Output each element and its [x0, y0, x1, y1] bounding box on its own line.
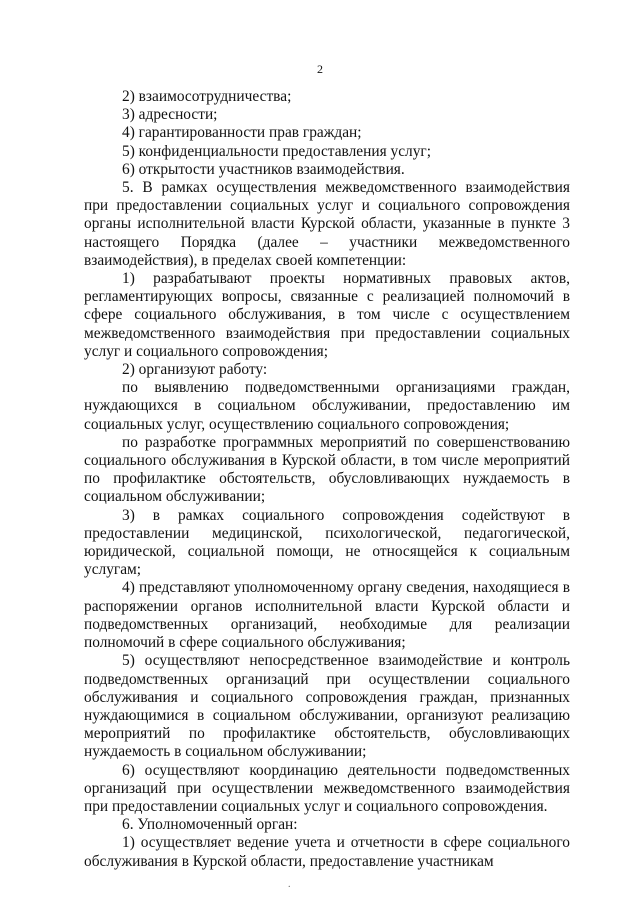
- page-number: 2: [317, 62, 323, 76]
- paragraph-subitem-4: 4) представляют уполномоченному органу сведения, находящиеся в распоряжении органов исполнительной власти Курской области и подведомственных организаций, необходимые для реализации полномочий в сфере социального обслуживания;: [84, 579, 570, 652]
- paragraph-authority-subitem-1: 1) осуществляет ведение учета и отчетности в сфере социального обслуживания в Курской области, предоставление участникам: [84, 834, 570, 870]
- document-body: [84, 88, 570, 871]
- scan-dot-mark: .: [288, 879, 291, 890]
- paragraph-item-4: 4) гарантированности прав граждан;: [122, 124, 362, 142]
- paragraph-item-3: 3) адресности;: [122, 106, 218, 124]
- paragraph-subitem-5: 5) осуществляют непосредственное взаимодействие и контроль подведомственных организаций при осуществлении социального обслуживания и социального сопровождения граждан, признанных нуждающимися в социальном обслуживании, организуют реализацию мероприятий по профилактике обстоятельств, обусловливающих нуждаемость в социальном обслуживании;: [84, 652, 570, 761]
- paragraph-subitem-2: 2) организуют работу:: [122, 361, 268, 379]
- paragraph-section-5: 5. В рамках осуществления межведомственного взаимодействия при предоставлении социальных услуг и социального сопровождения органы исполнительной власти Курской области, указанные в пункте 3 настоящего Порядка (далее – участники межведомственного взаимодействия), в пределах своей компетенции:: [84, 179, 570, 269]
- paragraph-item-5: 5) конфиденциальности предоставления услуг;: [122, 142, 432, 160]
- paragraph-item-2: 2) взаимосотрудничества;: [122, 88, 292, 105]
- paragraph-work-programs: по разработке программных мероприятий по совершенствованию социального обслуживания в Курской области, в том числе мероприятий по профилактике обстоятельств, обусловливающих нуждаемость в социальном обслуживании;: [84, 433, 570, 506]
- paragraph-subitem-6: 6) осуществляют координацию деятельности подведомственных организаций при осуществлении межведомственного взаимодействия при предоставлении социальных услуг и социального сопровождения.: [84, 761, 570, 815]
- paragraph-subitem-3: 3) в рамках социального сопровождения содействуют в предоставлении медицинской, психологической, педагогической, юридической, социальной помощи, не относящейся к социальным услугам;: [84, 506, 570, 579]
- paragraph-work-detection: по выявлению подведомственными организациями граждан, нуждающихся в социальном обслуживании, предоставлению им социальных услуг, осуществлению социального сопровождения;: [84, 379, 570, 433]
- paragraph-subitem-1: 1) разрабатывают проекты нормативных правовых актов, регламентирующих вопросы, связанные с реализацией полномочий в сфере социального обслуживания, в том числе с осуществлением межведомственного взаимодействия при предоставлении социальных услуг и социального сопровождения;: [84, 270, 570, 360]
- paragraph-section-6: 6. Уполномоченный орган:: [122, 816, 298, 834]
- paragraph-item-6: 6) открытости участников взаимодействия.: [122, 160, 405, 178]
